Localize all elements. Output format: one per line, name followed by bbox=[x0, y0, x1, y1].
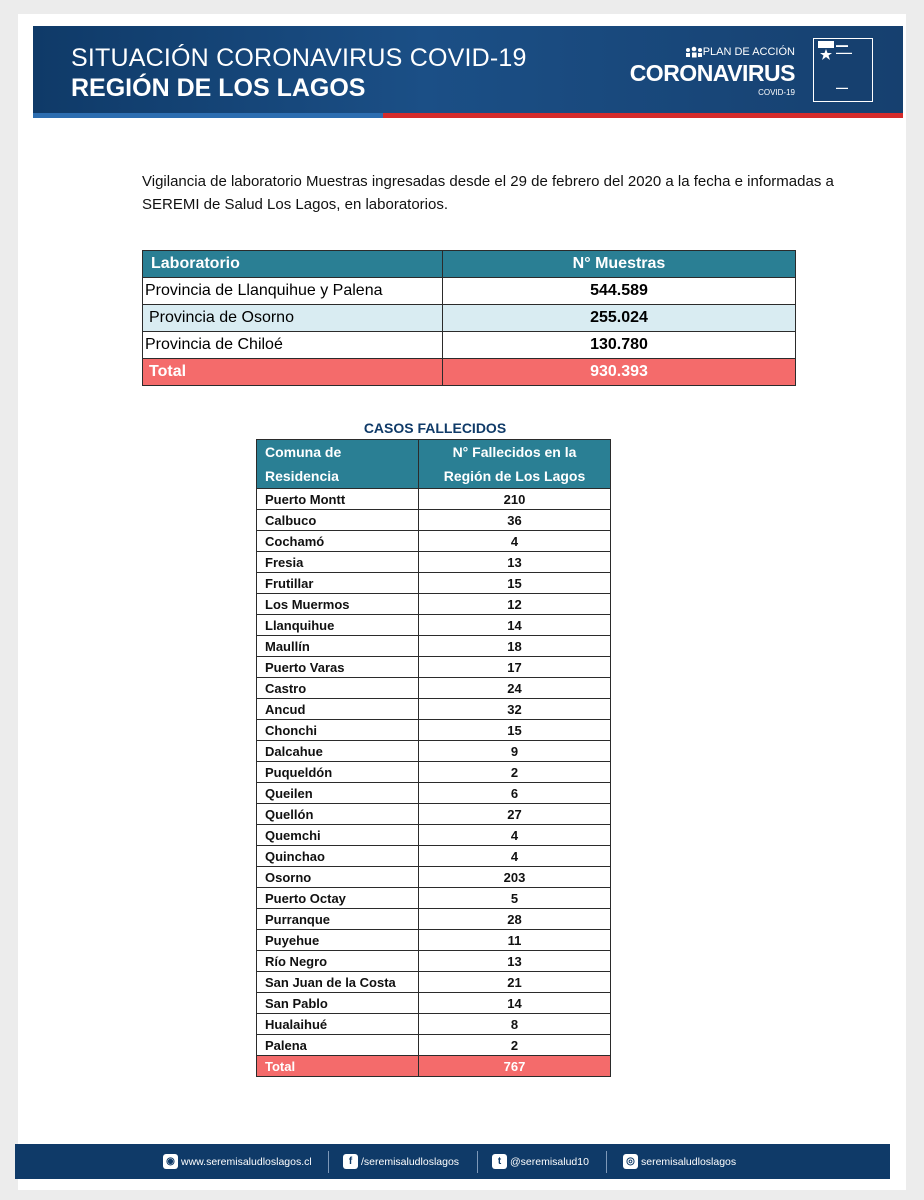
deaths-row-comuna: Chonchi bbox=[257, 720, 419, 741]
deaths-header-count bbox=[419, 440, 611, 489]
deaths-row-comuna: Cochamó bbox=[257, 531, 419, 552]
deaths-row-comuna: Fresia bbox=[257, 552, 419, 573]
deaths-row-comuna: Calbuco bbox=[257, 510, 419, 531]
deaths-row-count: 15 bbox=[419, 573, 611, 594]
lab-row-value: 255.024 bbox=[443, 305, 796, 332]
deaths-row-count: 13 bbox=[419, 951, 611, 972]
deaths-row bbox=[257, 594, 611, 615]
deaths-total-row bbox=[257, 1056, 611, 1077]
deaths-row-count: 4 bbox=[419, 825, 611, 846]
deaths-row-count: 27 bbox=[419, 804, 611, 825]
lab-total-label: Total bbox=[143, 359, 443, 386]
footer-web-link[interactable] bbox=[163, 1153, 312, 1170]
deaths-header-comuna-line1: Comuna de bbox=[265, 444, 342, 460]
deaths-row-comuna: Osorno bbox=[257, 867, 419, 888]
footer-facebook-text: /seremisaludloslagos bbox=[361, 1155, 460, 1168]
lab-row-name: Provincia de Osorno bbox=[143, 305, 443, 332]
deaths-row bbox=[257, 909, 611, 930]
lab-row-name: Provincia de Llanquihue y Palena bbox=[143, 278, 443, 305]
deaths-row-comuna: Puqueldón bbox=[257, 762, 419, 783]
deaths-row-count: 14 bbox=[419, 615, 611, 636]
deaths-row-comuna: Frutillar bbox=[257, 573, 419, 594]
deaths-row-comuna: Purranque bbox=[257, 909, 419, 930]
deaths-row bbox=[257, 510, 611, 531]
lab-row-value: 544.589 bbox=[443, 278, 796, 305]
deaths-row bbox=[257, 867, 611, 888]
deaths-row-comuna: San Juan de la Costa bbox=[257, 972, 419, 993]
lab-row bbox=[143, 278, 796, 305]
deaths-body bbox=[257, 489, 611, 1056]
deaths-row-comuna: Palena bbox=[257, 1035, 419, 1056]
star-emblem-icon bbox=[818, 41, 834, 61]
deaths-header-row bbox=[257, 440, 611, 489]
footer-twitter-text: @seremisalud10 bbox=[510, 1155, 589, 1168]
footer-bar bbox=[15, 1144, 890, 1179]
deaths-row-count: 12 bbox=[419, 594, 611, 615]
deaths-header-count-line1: N° Fallecidos en la bbox=[452, 444, 577, 460]
government-seal-logo bbox=[813, 38, 873, 102]
deaths-row-comuna: Llanquihue bbox=[257, 615, 419, 636]
deaths-row-count: 15 bbox=[419, 720, 611, 741]
deaths-row bbox=[257, 825, 611, 846]
laboratory-table bbox=[142, 250, 796, 386]
deaths-row-count: 14 bbox=[419, 993, 611, 1014]
lab-header-laboratorio: Laboratorio bbox=[143, 251, 443, 278]
footer-divider bbox=[477, 1151, 478, 1173]
deaths-row-count: 2 bbox=[419, 1035, 611, 1056]
header-title-line2: REGIÓN DE LOS LAGOS bbox=[71, 74, 366, 102]
footer-web-text: www.seremisaludloslagos.cl bbox=[181, 1155, 312, 1168]
deaths-row-comuna: Queilen bbox=[257, 783, 419, 804]
deaths-row-count: 203 bbox=[419, 867, 611, 888]
lab-total-value: 930.393 bbox=[443, 359, 796, 386]
deaths-row-comuna: Castro bbox=[257, 678, 419, 699]
deaths-row bbox=[257, 552, 611, 573]
header-title-line1: SITUACIÓN CORONAVIRUS COVID-19 bbox=[71, 44, 527, 72]
deaths-header-comuna bbox=[257, 440, 419, 489]
deaths-row-count: 2 bbox=[419, 762, 611, 783]
lab-header-muestras: N° Muestras bbox=[443, 251, 796, 278]
instagram-icon: ◎ bbox=[623, 1154, 638, 1169]
deaths-header-comuna-line2: Residencia bbox=[265, 468, 339, 484]
lab-total-row bbox=[143, 359, 796, 386]
deaths-row-count: 13 bbox=[419, 552, 611, 573]
deaths-row-comuna: Hualaihué bbox=[257, 1014, 419, 1035]
deaths-row bbox=[257, 993, 611, 1014]
deaths-row bbox=[257, 741, 611, 762]
seal-text-3: ▬▬▬ bbox=[836, 85, 848, 90]
deaths-row-comuna: Quellón bbox=[257, 804, 419, 825]
deaths-row bbox=[257, 762, 611, 783]
deaths-row-count: 36 bbox=[419, 510, 611, 531]
deaths-row-count: 8 bbox=[419, 1014, 611, 1035]
document-page bbox=[18, 14, 906, 1190]
deaths-row-comuna: Quemchi bbox=[257, 825, 419, 846]
deaths-row-count: 5 bbox=[419, 888, 611, 909]
deaths-total-label: Total bbox=[257, 1056, 419, 1077]
deaths-row-count: 210 bbox=[419, 489, 611, 510]
twitter-icon: t bbox=[492, 1154, 507, 1169]
footer-divider bbox=[328, 1151, 329, 1173]
deaths-row-count: 21 bbox=[419, 972, 611, 993]
deaths-row-comuna: Río Negro bbox=[257, 951, 419, 972]
footer-instagram-link[interactable] bbox=[623, 1153, 736, 1170]
footer-twitter-link[interactable] bbox=[492, 1153, 589, 1170]
deaths-row-comuna: Puyehue bbox=[257, 930, 419, 951]
deaths-row-comuna: Puerto Octay bbox=[257, 888, 419, 909]
deaths-row bbox=[257, 573, 611, 594]
deaths-table bbox=[256, 439, 611, 1077]
deaths-row bbox=[257, 1035, 611, 1056]
plan-covid-label: COVID-19 bbox=[758, 88, 795, 97]
deaths-row-comuna: Quinchao bbox=[257, 846, 419, 867]
deaths-row bbox=[257, 1014, 611, 1035]
deaths-row-count: 18 bbox=[419, 636, 611, 657]
seal-text-1: ▬▬ bbox=[836, 43, 848, 49]
lab-row-name: Provincia de Chiloé bbox=[143, 332, 443, 359]
deaths-row-count: 9 bbox=[419, 741, 611, 762]
deaths-row-count: 6 bbox=[419, 783, 611, 804]
footer-instagram-text: seremisaludloslagos bbox=[641, 1155, 737, 1168]
deaths-row bbox=[257, 615, 611, 636]
deaths-row-count: 4 bbox=[419, 531, 611, 552]
deaths-title: CASOS FALLECIDOS bbox=[363, 420, 507, 436]
deaths-row bbox=[257, 888, 611, 909]
deaths-row-comuna: Dalcahue bbox=[257, 741, 419, 762]
deaths-row bbox=[257, 972, 611, 993]
deaths-row bbox=[257, 720, 611, 741]
deaths-row bbox=[257, 489, 611, 510]
facebook-icon: f bbox=[343, 1154, 358, 1169]
deaths-row bbox=[257, 531, 611, 552]
deaths-row-count: 32 bbox=[419, 699, 611, 720]
deaths-row bbox=[257, 846, 611, 867]
deaths-row-comuna: Ancud bbox=[257, 699, 419, 720]
seal-text-2: ▬▬▬▬ bbox=[836, 50, 852, 55]
deaths-row-comuna: Maullín bbox=[257, 636, 419, 657]
deaths-header-count-line2: Región de Los Lagos bbox=[443, 468, 586, 484]
footer-divider bbox=[606, 1151, 607, 1173]
intro-paragraph: Vigilancia de laboratorio Muestras ingresadas desde el 29 de febrero del 2020 a la fecha e informadas a SEREMI de Salud Los Lagos, en laboratorios. bbox=[142, 173, 834, 213]
deaths-row-comuna: San Pablo bbox=[257, 993, 419, 1014]
lab-row bbox=[143, 305, 796, 332]
deaths-row-count: 11 bbox=[419, 930, 611, 951]
deaths-row bbox=[257, 657, 611, 678]
plan-logo bbox=[629, 44, 803, 104]
deaths-row bbox=[257, 678, 611, 699]
people-logo-icon bbox=[685, 46, 703, 58]
web-icon: ◉ bbox=[163, 1154, 178, 1169]
deaths-row-count: 24 bbox=[419, 678, 611, 699]
deaths-row bbox=[257, 699, 611, 720]
deaths-row-count: 4 bbox=[419, 846, 611, 867]
footer-facebook-link[interactable] bbox=[343, 1153, 459, 1170]
lab-row-value: 130.780 bbox=[443, 332, 796, 359]
header-banner bbox=[33, 26, 903, 118]
deaths-row-comuna: Los Muermos bbox=[257, 594, 419, 615]
deaths-row-count: 17 bbox=[419, 657, 611, 678]
plan-big-label: CORONAVIRUS bbox=[629, 60, 795, 86]
deaths-row-comuna: Puerto Varas bbox=[257, 657, 419, 678]
deaths-row-count: 28 bbox=[419, 909, 611, 930]
deaths-total-value: 767 bbox=[419, 1056, 611, 1077]
deaths-row bbox=[257, 636, 611, 657]
deaths-row bbox=[257, 951, 611, 972]
lab-row bbox=[143, 332, 796, 359]
lab-header-row bbox=[143, 251, 796, 278]
deaths-row bbox=[257, 930, 611, 951]
deaths-row bbox=[257, 804, 611, 825]
deaths-row bbox=[257, 783, 611, 804]
deaths-row-comuna: Puerto Montt bbox=[257, 489, 419, 510]
plan-small-label: PLAN DE ACCIÓN bbox=[702, 46, 795, 58]
